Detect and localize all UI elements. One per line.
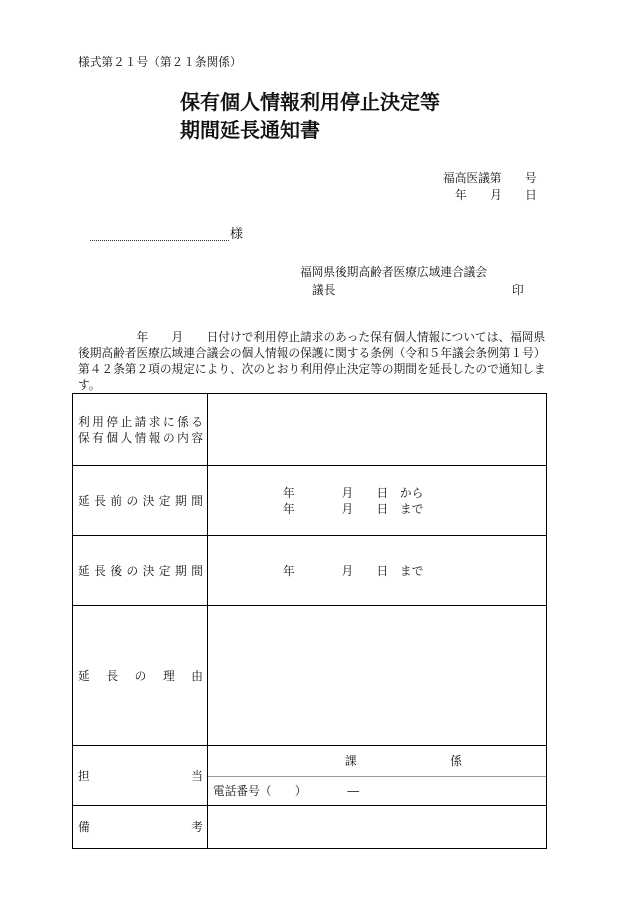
label-char: 係: [177, 414, 189, 429]
sender-organization: 福岡県後期高齢者医療広域連合議会: [300, 265, 488, 279]
contact-label: [78, 768, 203, 784]
remarks-label-cell: [73, 806, 208, 848]
body-line-3: 第４２条第２項の規定により、次のとおり利用停止決定等の期間を延長したので通知しま: [78, 362, 546, 376]
label-char: 後: [110, 563, 123, 578]
label-char: 理: [162, 668, 175, 683]
contact-department-cell: [208, 746, 546, 777]
content-label-line-1: [78, 414, 203, 430]
label-char: 保: [78, 430, 90, 445]
label-char: 容: [191, 430, 203, 445]
content-label-line-2: [78, 430, 203, 446]
label-char: 当: [191, 768, 203, 783]
remarks-label: [78, 819, 203, 835]
sender-title: 議長: [312, 283, 336, 297]
label-char: の: [134, 668, 147, 683]
label-char: 定: [158, 563, 171, 578]
content-value-cell: [208, 394, 546, 466]
label-char: 有: [92, 430, 104, 445]
period-after-value-cell: [208, 536, 546, 606]
label-char: 延: [78, 563, 90, 578]
label-char: 延: [78, 493, 90, 508]
label-char: 由: [191, 668, 203, 683]
label-char: 用: [92, 414, 104, 429]
document-title-line-2: 期間延長通知書: [180, 118, 320, 142]
addressee-dotted-line: [90, 240, 229, 241]
label-char: 利: [78, 414, 90, 429]
contact-phone-cell: [208, 777, 546, 806]
contact-phone: 電話番号（ ） ―: [213, 784, 360, 798]
addressee-honorific: 様: [230, 227, 244, 242]
period-before-to: 年 月 日 まで: [283, 501, 424, 516]
label-char: の: [126, 493, 139, 508]
document-number: 福高医議第 号: [443, 171, 537, 185]
label-char: 定: [158, 493, 171, 508]
extension-details-table: [72, 393, 547, 849]
label-char: 間: [191, 563, 203, 578]
label-char: 個: [106, 430, 119, 445]
label-char: に: [162, 414, 175, 429]
label-char: の: [162, 430, 175, 445]
label-char: る: [191, 414, 203, 429]
document-title-line-1: 保有個人情報利用停止決定等: [180, 90, 440, 114]
form-number: 様式第２１号（第２１条関係）: [78, 55, 242, 69]
label-char: 人: [120, 430, 133, 445]
seal-mark: 印: [512, 283, 524, 297]
reason-label-cell: [73, 606, 208, 746]
body-line-1: 年 月 日付けで利用停止請求のあった保有個人情報については、福岡県: [78, 330, 546, 344]
period-before-value-cell: [208, 466, 546, 536]
label-char: 長: [106, 668, 119, 683]
content-label-cell: [73, 394, 208, 466]
period-after-to: 年 月 日 まで: [283, 563, 424, 578]
label-char: 決: [142, 563, 155, 578]
period-before-from: 年 月 日 から: [283, 485, 424, 500]
label-char: 長: [94, 563, 106, 578]
body-line-4: す。: [78, 378, 101, 392]
label-char: 長: [94, 493, 106, 508]
label-char: 決: [142, 493, 155, 508]
label-char: 内: [177, 430, 189, 445]
reason-value-cell: [208, 606, 546, 746]
label-char: 期: [175, 493, 187, 508]
label-char: 担: [78, 768, 90, 783]
period-after-label-cell: [73, 536, 208, 606]
body-line-2: 後期高齢者医療広域連合議会の個人情報の保護に関する条例（令和５年議会条例第１号）: [78, 346, 546, 360]
label-char: 停: [106, 414, 119, 429]
period-before-label: [78, 493, 203, 509]
label-char: 間: [191, 493, 203, 508]
remarks-value-cell: [208, 806, 546, 848]
label-char: 求: [148, 414, 161, 429]
label-char: 備: [78, 820, 90, 834]
label-char: の: [126, 563, 139, 578]
label-char: 止: [120, 414, 133, 429]
label-char: 請: [134, 414, 147, 429]
reason-label: [78, 668, 203, 684]
label-char: 延: [78, 668, 90, 683]
period-before-label-cell: [73, 466, 208, 536]
contact-label-cell: [73, 746, 208, 806]
label-char: 考: [191, 820, 203, 834]
label-char: 情: [134, 430, 147, 445]
contact-department: 課 係: [345, 754, 462, 768]
label-char: 報: [148, 430, 161, 445]
label-char: 前: [110, 493, 123, 508]
label-char: 期: [175, 563, 187, 578]
period-after-label: [78, 563, 203, 579]
issue-date: 年 月 日: [455, 188, 537, 202]
